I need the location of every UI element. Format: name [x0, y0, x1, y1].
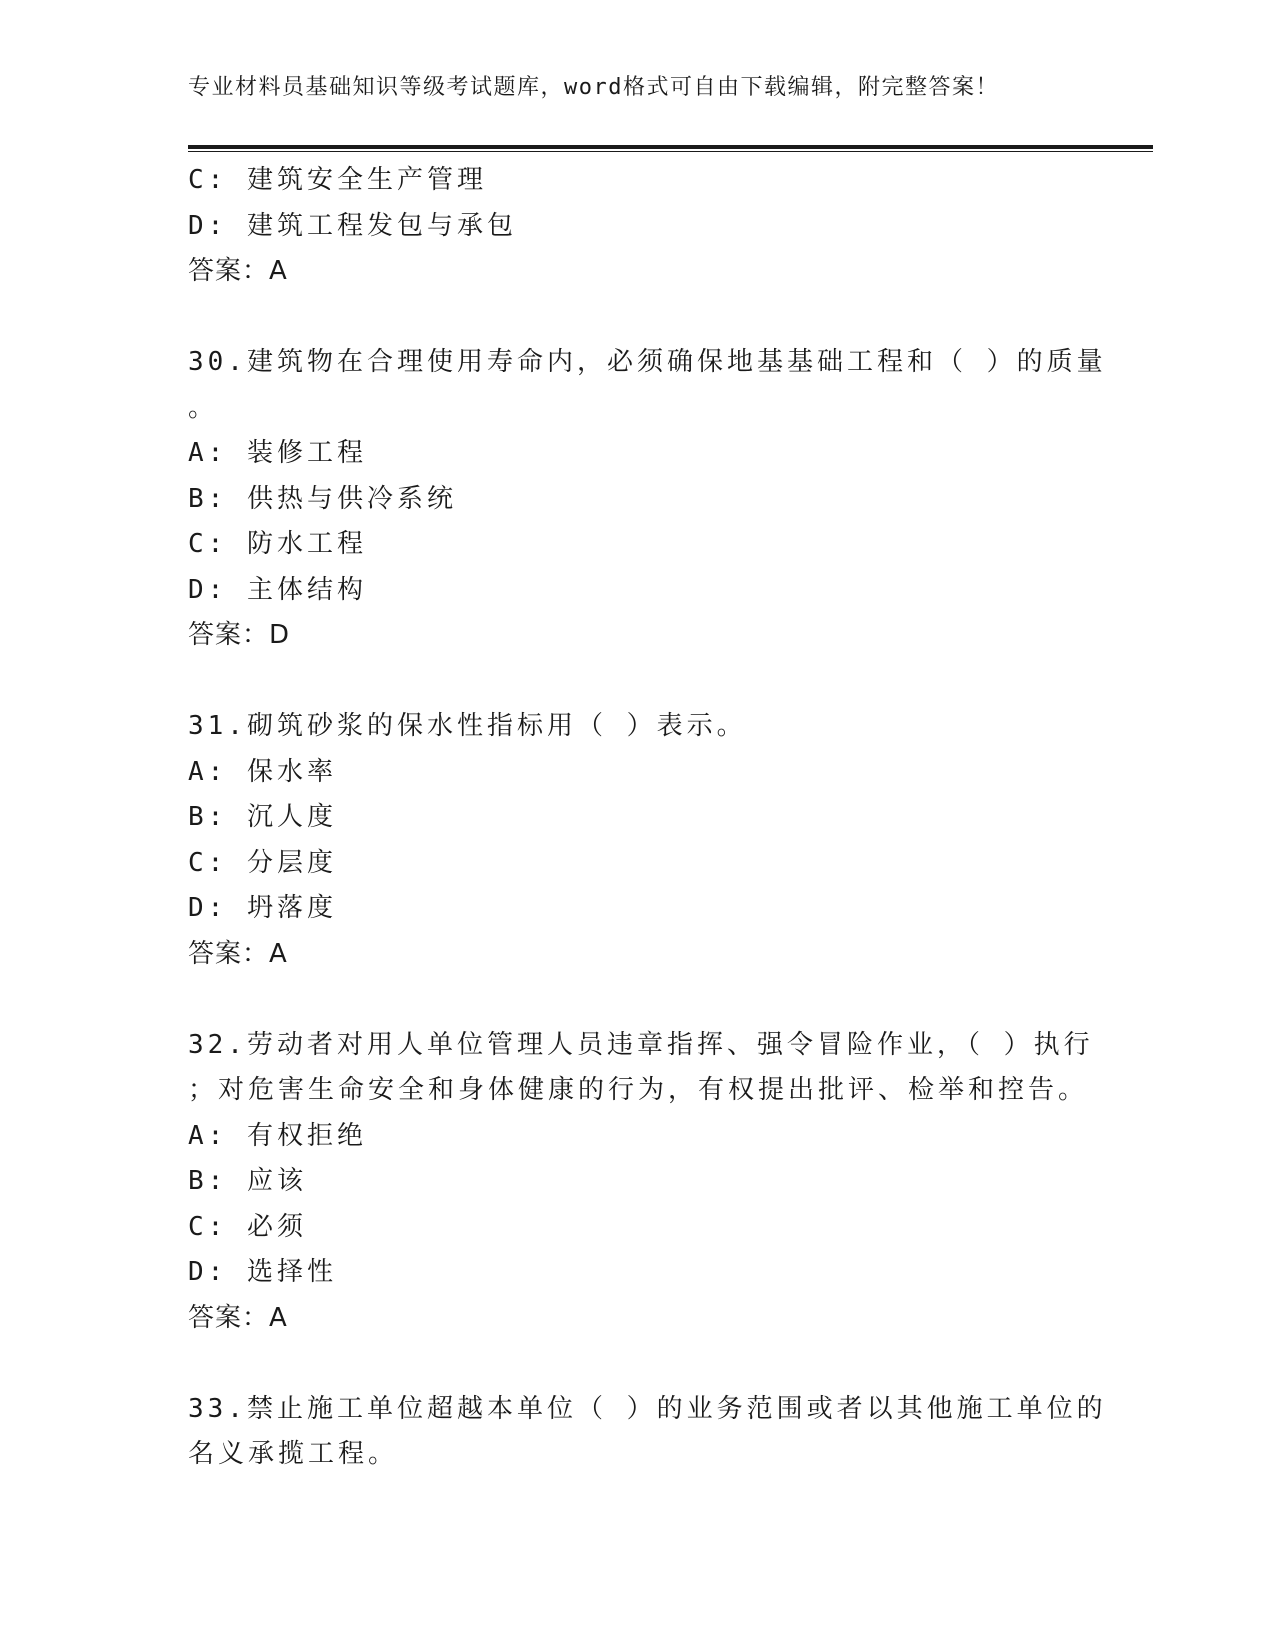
header-rule-thin	[188, 151, 1153, 152]
question-stem-continued: ；对危害生命安全和身体健康的行为，有权提出批评、检举和控告。	[188, 1075, 1089, 1105]
question-33	[188, 1387, 1108, 1478]
option-c: C: 建筑安全生产管理	[188, 165, 487, 195]
spacer	[188, 977, 1108, 1023]
option-c: C: 防水工程	[188, 529, 367, 559]
spacer	[188, 659, 1108, 705]
option-a: A: 保水率	[188, 756, 337, 787]
option-d: D: 主体结构	[188, 574, 367, 605]
option-d: D: 坍落度	[188, 893, 337, 923]
answer-line: 答案：A	[188, 938, 288, 969]
spacer	[188, 295, 1108, 341]
option-d: D: 选择性	[188, 1257, 337, 1287]
page-header: 专业材料员基础知识等级考试题库，word格式可自由下载编辑，附完整答案！	[188, 75, 999, 100]
question-stem-continued: 。	[188, 392, 219, 423]
question-content	[188, 158, 1108, 1478]
spacer	[188, 1341, 1108, 1387]
question-31	[188, 704, 1108, 977]
option-a: A: 装修工程	[188, 438, 367, 468]
question-stem: 33.禁止施工单位超越本单位（ ）的业务范围或者以其他施工单位的	[188, 1393, 1107, 1424]
header-rule-thick	[188, 145, 1153, 149]
question-stem: 32.劳动者对用人单位管理人员违章指挥、强令冒险作业，（ ）执行	[188, 1029, 1094, 1060]
option-b: B: 沉人度	[188, 802, 337, 832]
option-c: C: 分层度	[188, 847, 337, 878]
continued-question	[188, 158, 1108, 295]
option-b: B: 供热与供冷系统	[188, 483, 457, 514]
question-32	[188, 1023, 1108, 1342]
option-a: A: 有权拒绝	[188, 1120, 367, 1151]
option-b: B: 应该	[188, 1166, 307, 1196]
answer-line: 答案：D	[188, 620, 291, 650]
answer-line: 答案：A	[188, 1302, 288, 1333]
option-d: D: 建筑工程发包与承包	[188, 210, 517, 241]
question-stem: 30.建筑物在合理使用寿命内，必须确保地基基础工程和（ ）的质量	[188, 347, 1107, 377]
question-stem-continued: 名义承揽工程。	[188, 1439, 399, 1469]
question-stem: 31.砌筑砂浆的保水性指标用（ ）表示。	[188, 711, 747, 741]
question-30	[188, 340, 1108, 659]
option-c: C: 必须	[188, 1211, 307, 1242]
answer-line: 答案：A	[188, 256, 288, 286]
